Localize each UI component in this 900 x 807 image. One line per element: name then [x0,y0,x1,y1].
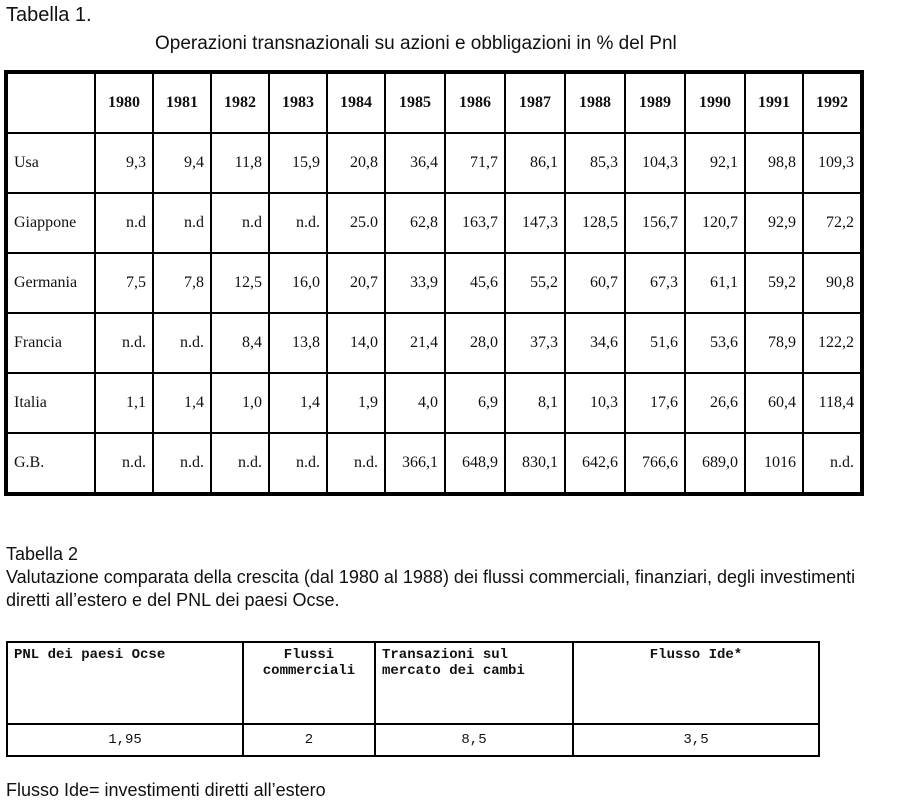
table-cell: 61,1 [685,253,745,313]
table-cell: 830,1 [505,433,565,493]
table-cell: 6,9 [445,373,505,433]
table1-row-giappone [7,193,861,253]
table-cell: 1,0 [211,373,269,433]
table-cell: 33,9 [385,253,445,313]
year-header: 1984 [327,73,385,133]
table-cell: 60,4 [745,373,803,433]
table-cell: 366,1 [385,433,445,493]
table-cell: 10,3 [565,373,625,433]
table-cell: n.d. [153,433,211,493]
row-country: Germania [7,253,95,313]
table2-values-row [7,724,819,756]
table1-corner-cell [7,73,95,133]
footnote: Flusso Ide= investimenti diretti all’estero [6,780,326,800]
row-country: G.B. [7,433,95,493]
table-cell: 20,7 [327,253,385,313]
table-cell: n.d [153,193,211,253]
year-header: 1987 [505,73,565,133]
table-cell: 16,0 [269,253,327,313]
table2-value: 8,5 [375,724,573,756]
table-cell: 98,8 [745,133,803,193]
table-cell: n.d [211,193,269,253]
table2-header-row [7,642,819,724]
table-cell: 28,0 [445,313,505,373]
table-cell: 163,7 [445,193,505,253]
table-cell: n.d [95,193,153,253]
table1-row-francia [7,313,861,373]
table1-header-row [7,73,861,133]
table-cell: 92,1 [685,133,745,193]
table-cell: 9,4 [153,133,211,193]
table2-header-transazioni: Transazioni sul mercato dei cambi [375,642,573,724]
row-country: Usa [7,133,95,193]
table-cell: 147,3 [505,193,565,253]
table-cell: 648,9 [445,433,505,493]
table-cell: 689,0 [685,433,745,493]
table-cell: 37,3 [505,313,565,373]
table2-label: Tabella 2 [6,544,79,564]
table-cell: 122,2 [803,313,861,373]
table-cell: 7,8 [153,253,211,313]
table1-label: Tabella 1. [6,4,92,26]
table-cell: 67,3 [625,253,685,313]
row-country: Giappone [7,193,95,253]
year-header: 1990 [685,73,745,133]
table-cell: 17,6 [625,373,685,433]
year-header: 1988 [565,73,625,133]
table-cell: 766,6 [625,433,685,493]
table-cell: 156,7 [625,193,685,253]
table-cell: 1,9 [327,373,385,433]
table-cell: 9,3 [95,133,153,193]
table-cell: 14,0 [327,313,385,373]
table-cell: n.d. [269,433,327,493]
year-header: 1981 [153,73,211,133]
table-cell: 120,7 [685,193,745,253]
table-cell: 13,8 [269,313,327,373]
table-cell: n.d. [95,433,153,493]
table-cell: n.d. [211,433,269,493]
table-cell: 8,1 [505,373,565,433]
table-cell: 4,0 [385,373,445,433]
table-cell: 59,2 [745,253,803,313]
table2-header-pnl: PNL dei paesi Ocse [7,642,243,724]
table-cell: n.d. [327,433,385,493]
table-cell: 25.0 [327,193,385,253]
table1-title: Operazioni transnazionali su azioni e obbligazioni in % del Pnl [155,33,677,54]
table-cell: 60,7 [565,253,625,313]
table-cell: 72,2 [803,193,861,253]
table-cell: 26,6 [685,373,745,433]
table1-row-germania [7,253,861,313]
table-cell: 1,1 [95,373,153,433]
table-cell: 92,9 [745,193,803,253]
table-cell: 8,4 [211,313,269,373]
table2-title: Valutazione comparata della crescita (dal 1980 al 1988) dei flussi commerciali, finanziari, degli investimenti diretti all’estero e del PNL dei paesi Ocse. [6,567,856,610]
table-cell: 11,8 [211,133,269,193]
year-header: 1982 [211,73,269,133]
year-header: 1980 [95,73,153,133]
table-cell: 53,6 [685,313,745,373]
table-cell: 62,8 [385,193,445,253]
year-header: 1986 [445,73,505,133]
table-cell: 109,3 [803,133,861,193]
table2 [6,641,820,757]
table1-row-usa [7,133,861,193]
table-cell: 78,9 [745,313,803,373]
table-cell: 90,8 [803,253,861,313]
table-cell: 85,3 [565,133,625,193]
table-cell: 45,6 [445,253,505,313]
table-cell: n.d. [803,433,861,493]
table-cell: 51,6 [625,313,685,373]
row-country: Francia [7,313,95,373]
table-cell: 1,4 [153,373,211,433]
table-cell: n.d. [269,193,327,253]
year-header: 1989 [625,73,685,133]
table-cell: 86,1 [505,133,565,193]
table-cell: 1,4 [269,373,327,433]
table-cell: 71,7 [445,133,505,193]
table2-header-flussi: Flussi commerciali [243,642,375,724]
table-cell: 55,2 [505,253,565,313]
table-cell: 118,4 [803,373,861,433]
year-header: 1983 [269,73,327,133]
table2-value: 3,5 [573,724,819,756]
table-cell: n.d. [153,313,211,373]
table-cell: 642,6 [565,433,625,493]
year-header: 1991 [745,73,803,133]
table1-row-gb [7,433,861,493]
table-cell: 34,6 [565,313,625,373]
table-cell: 21,4 [385,313,445,373]
table-cell: 104,3 [625,133,685,193]
table1 [6,72,862,494]
table-cell: 36,4 [385,133,445,193]
table2-value: 2 [243,724,375,756]
table-cell: 12,5 [211,253,269,313]
table2-header-ide: Flusso Ide* [573,642,819,724]
year-header: 1985 [385,73,445,133]
table2-value: 1,95 [7,724,243,756]
year-header: 1992 [803,73,861,133]
table-cell: 128,5 [565,193,625,253]
table-cell: 7,5 [95,253,153,313]
row-country: Italia [7,373,95,433]
table-cell: 15,9 [269,133,327,193]
table-cell: 20,8 [327,133,385,193]
table-cell: n.d. [95,313,153,373]
table1-row-italia [7,373,861,433]
table-cell: 1016 [745,433,803,493]
